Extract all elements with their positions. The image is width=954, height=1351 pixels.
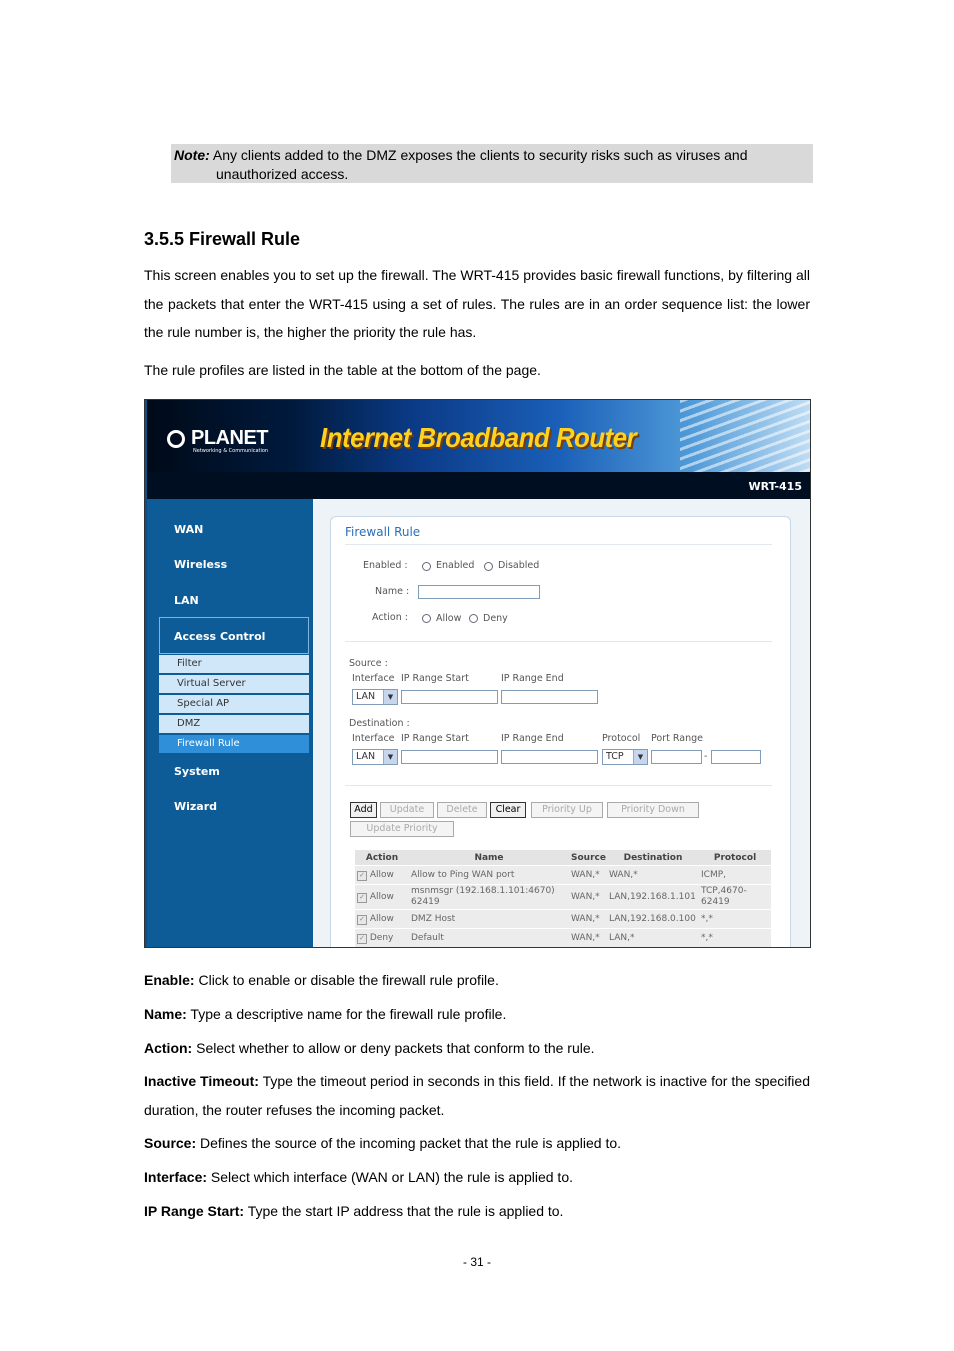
allow-radio[interactable] xyxy=(422,614,431,623)
intro-paragraph: This screen enables you to set up the firewall. The WRT-415 provides basic firewall functions, by filtering all the packets that enter the WRT-415 using a set of rules. The rules are in an order sequence list: the lower the rule number is, the higher the priority the rule has. xyxy=(144,267,810,340)
section-title: 3.5.5 Firewall Rule xyxy=(144,229,301,249)
brand-logo: PLANET xyxy=(191,427,268,449)
banner-stripes-graphic xyxy=(680,400,810,472)
action-description: Action: Select whether to allow or deny packets that conform to the rule. xyxy=(144,1040,595,1056)
panel-title: Firewall Rule xyxy=(345,525,421,539)
dest-ip-start-input[interactable] xyxy=(401,750,498,764)
row-source-cell: WAN,* xyxy=(569,910,607,929)
table-row[interactable] xyxy=(355,910,771,929)
divider xyxy=(345,785,772,786)
note-label: Note: xyxy=(174,147,210,163)
dest-ip-end-header: IP Range End xyxy=(501,733,564,744)
dest-ip-end-input[interactable] xyxy=(501,750,598,764)
update-priority-button[interactable]: Update Priority xyxy=(350,821,454,837)
source-ip-start-input[interactable] xyxy=(401,690,498,704)
enabled-radio[interactable] xyxy=(422,562,431,571)
table-row[interactable] xyxy=(355,885,771,910)
table-row[interactable] xyxy=(355,866,771,885)
row-source-cell: WAN,* xyxy=(569,885,607,910)
dest-interface-header: Interface xyxy=(352,733,395,744)
name-label: Name : xyxy=(375,586,410,597)
row-destination-cell: WAN,* xyxy=(607,866,699,885)
nav-wireless[interactable]: Wireless xyxy=(174,558,228,571)
port-range-separator: - xyxy=(704,751,708,762)
row-checkbox[interactable]: ✓ xyxy=(357,915,367,925)
delete-button[interactable]: Delete xyxy=(437,802,487,818)
priority-up-button[interactable]: Priority Up xyxy=(531,802,603,818)
note-line-2: unauthorized access. xyxy=(216,166,349,182)
firewall-rule-panel xyxy=(330,516,791,948)
row-action-cell: ✓ Allow xyxy=(355,910,409,929)
row-protocol-cell: ICMP, xyxy=(699,866,771,885)
disabled-radio[interactable] xyxy=(484,562,493,571)
col-name-header: Name xyxy=(409,850,569,866)
subnav-dmz[interactable]: DMZ xyxy=(159,715,309,734)
port-range-start-input[interactable] xyxy=(651,750,702,764)
planet-logo-icon xyxy=(167,430,185,448)
rules-table xyxy=(355,850,771,947)
banner-title: Internet Broadband Router xyxy=(320,422,637,453)
name-description: Name: Type a descriptive name for the firewall rule profile. xyxy=(144,1006,507,1022)
nav-wizard[interactable]: Wizard xyxy=(174,800,218,813)
dest-protocol-select[interactable]: TCP ▼ xyxy=(602,749,648,765)
priority-down-button[interactable]: Priority Down xyxy=(607,802,699,818)
rule-profiles-paragraph: The rule profiles are listed in the table at the bottom of the page. xyxy=(144,362,541,378)
source-ip-start-header: IP Range Start xyxy=(401,673,469,684)
source-description: Source: Defines the source of the incoming packet that the rule is applied to. xyxy=(144,1135,622,1151)
name-input[interactable] xyxy=(418,585,540,599)
source-interface-header: Interface xyxy=(352,673,395,684)
row-protocol-cell: *,* xyxy=(699,910,771,929)
row-checkbox[interactable]: ✓ xyxy=(357,871,367,881)
model-bar xyxy=(147,472,810,499)
destination-label: Destination : xyxy=(349,718,410,729)
inactive-timeout-description: Inactive Timeout: Type the timeout period in seconds in this field. If the network is inactive for the specified duration, the router refuses the incoming packet. xyxy=(144,1073,810,1118)
clear-button[interactable]: Clear xyxy=(490,802,526,818)
subnav-virtual-server[interactable]: Virtual Server xyxy=(159,675,309,694)
source-interface-select[interactable]: LAN ▼ xyxy=(352,689,398,705)
brand-subtitle: Networking & Communication xyxy=(193,448,269,454)
update-button[interactable]: Update xyxy=(380,802,434,818)
row-source-cell: WAN,* xyxy=(569,929,607,948)
note-box xyxy=(171,144,813,183)
add-button[interactable]: Add xyxy=(350,802,377,818)
chevron-down-icon: ▼ xyxy=(633,750,647,764)
nav-system[interactable]: System xyxy=(174,765,220,778)
nav-lan[interactable]: LAN xyxy=(174,594,199,607)
table-header-row xyxy=(355,850,771,866)
chevron-down-icon: ▼ xyxy=(383,750,397,764)
dest-ip-start-header: IP Range Start xyxy=(401,733,469,744)
row-checkbox[interactable]: ✓ xyxy=(357,893,367,903)
dest-interface-select[interactable]: LAN ▼ xyxy=(352,749,398,765)
subnav-firewall-rule[interactable]: Firewall Rule xyxy=(159,735,309,754)
router-screenshot xyxy=(144,399,811,948)
row-name-cell: Allow to Ping WAN port xyxy=(409,866,569,885)
dest-port-range-header: Port Range xyxy=(651,733,703,744)
row-action-cell: ✓ Deny xyxy=(355,929,409,948)
source-label: Source : xyxy=(349,658,388,669)
chevron-down-icon: ▼ xyxy=(383,690,397,704)
sidebar xyxy=(147,499,313,948)
port-range-end-input[interactable] xyxy=(711,750,761,764)
enable-description: Enable: Click to enable or disable the firewall rule profile. xyxy=(144,972,499,988)
deny-option-label: Deny xyxy=(483,613,508,624)
model-name: WRT-415 xyxy=(748,480,802,493)
subnav-special-ap[interactable]: Special AP xyxy=(159,695,309,714)
dest-protocol-header: Protocol xyxy=(602,733,641,744)
col-action-header: Action xyxy=(355,850,409,866)
row-protocol-cell: TCP,4670-62419 xyxy=(699,885,771,910)
subnav-filter[interactable]: Filter xyxy=(159,655,309,674)
table-row[interactable] xyxy=(355,929,771,948)
deny-radio[interactable] xyxy=(469,614,478,623)
row-source-cell: WAN,* xyxy=(569,866,607,885)
row-destination-cell: LAN,192.168.1.101 xyxy=(607,885,699,910)
allow-option-label: Allow xyxy=(436,613,462,624)
ip-range-start-description: IP Range Start: Type the start IP address that the rule is applied to. xyxy=(144,1203,564,1219)
row-action-cell: ✓ Allow xyxy=(355,885,409,910)
enabled-label: Enabled : xyxy=(363,560,408,571)
enabled-option-label: Enabled xyxy=(436,560,475,571)
col-destination-header: Destination xyxy=(607,850,699,866)
row-name-cell: Default xyxy=(409,929,569,948)
router-banner xyxy=(147,400,810,472)
divider xyxy=(345,641,772,642)
row-name-cell: msnmsgr (192.168.1.101:4670) 62419 xyxy=(409,885,569,910)
note-line-1: Note: Any clients added to the DMZ exposes the clients to security risks such as viruses and xyxy=(174,147,748,163)
row-name-cell: DMZ Host xyxy=(409,910,569,929)
row-action-cell: ✓ Allow xyxy=(355,866,409,885)
row-protocol-cell: *,* xyxy=(699,929,771,948)
source-ip-end-input[interactable] xyxy=(501,690,598,704)
page-number: - 31 - xyxy=(462,1255,491,1269)
nav-access-control[interactable]: Access Control xyxy=(174,630,266,643)
divider xyxy=(345,544,772,545)
source-ip-end-header: IP Range End xyxy=(501,673,564,684)
row-destination-cell: LAN,192.168.0.100 xyxy=(607,910,699,929)
row-checkbox[interactable]: ✓ xyxy=(357,934,367,944)
col-protocol-header: Protocol xyxy=(699,850,771,866)
main-area xyxy=(313,499,810,948)
action-label: Action : xyxy=(372,612,408,623)
col-source-header: Source xyxy=(569,850,607,866)
disabled-option-label: Disabled xyxy=(498,560,540,571)
row-destination-cell: LAN,* xyxy=(607,929,699,948)
nav-wan[interactable]: WAN xyxy=(174,523,204,536)
interface-description: Interface: Select which interface (WAN or LAN) the rule is applied to. xyxy=(144,1169,573,1185)
